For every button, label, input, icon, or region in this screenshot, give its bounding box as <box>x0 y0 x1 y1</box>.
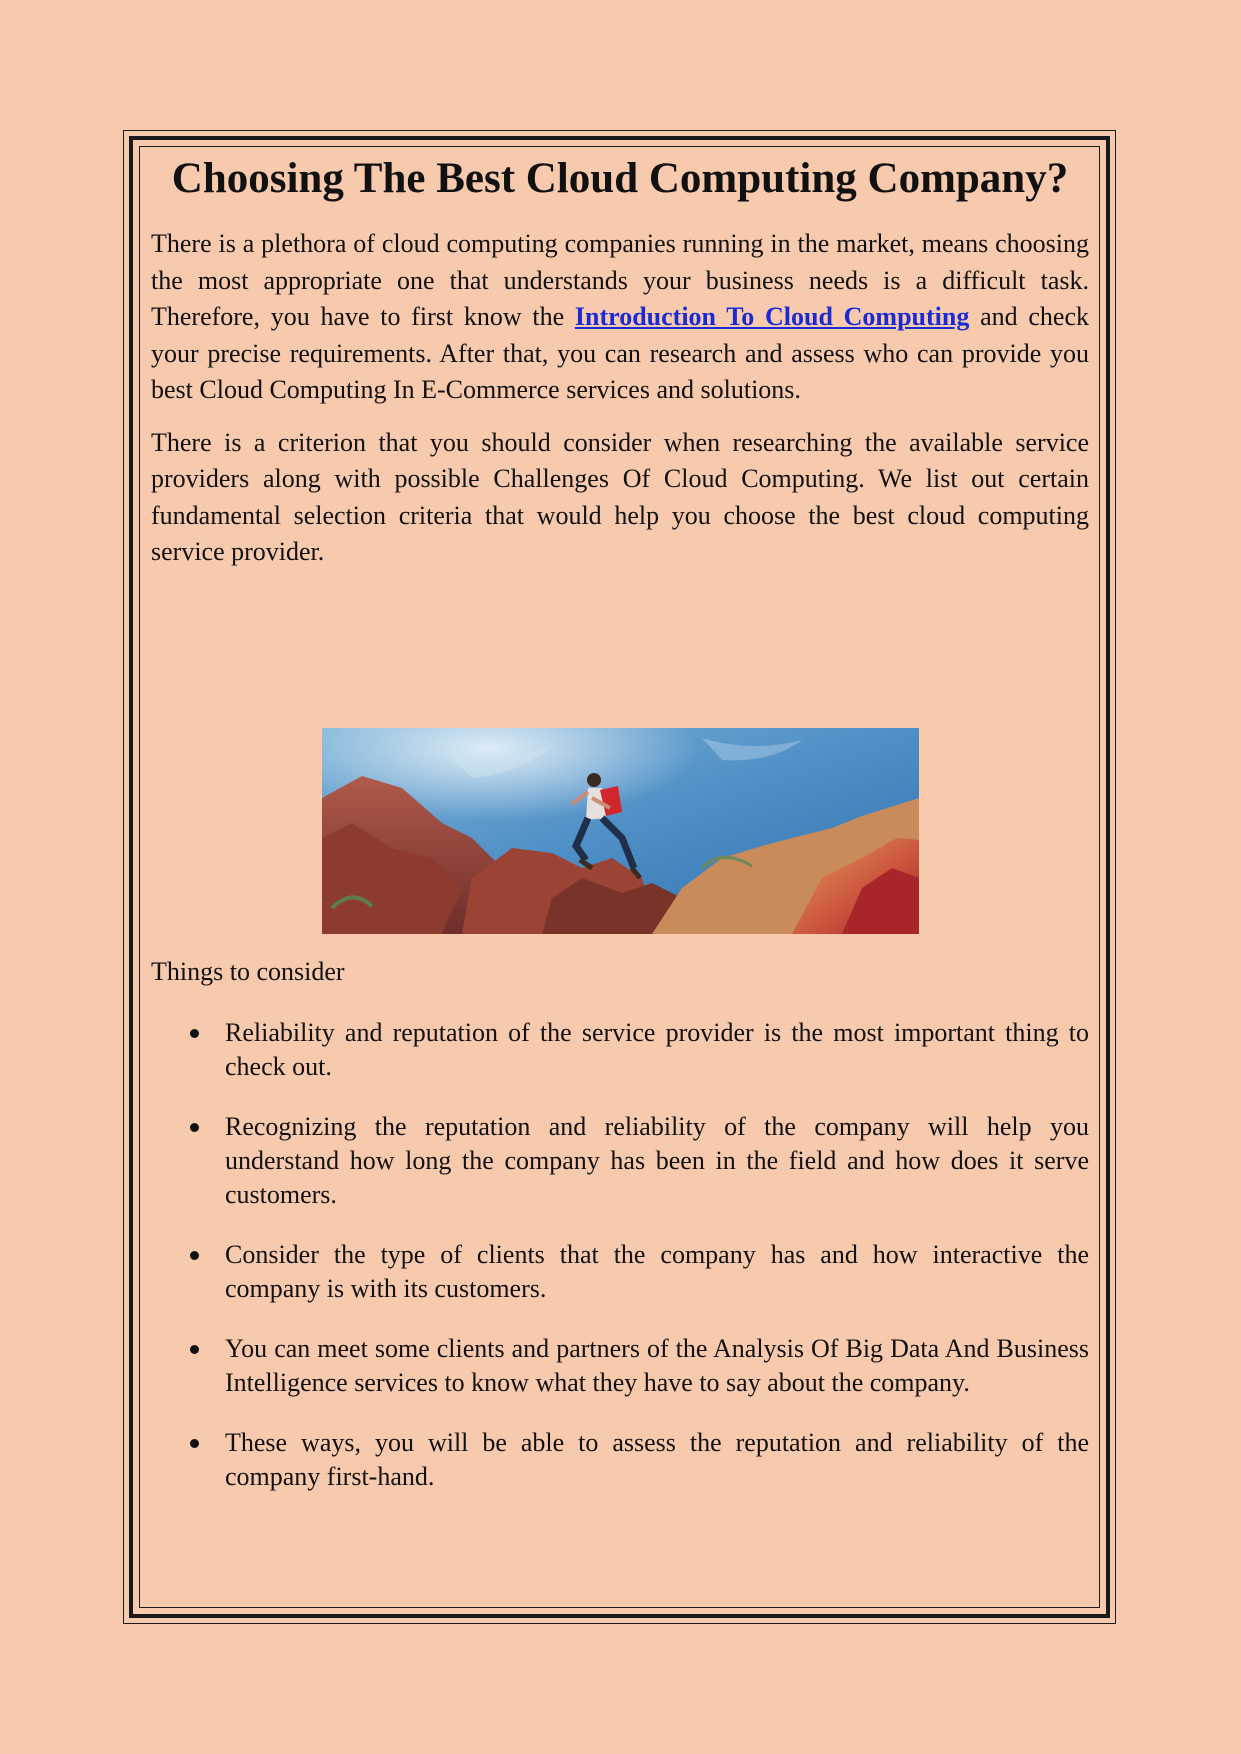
introduction-to-cloud-computing-link[interactable]: Introduction To Cloud Computing <box>574 302 970 331</box>
list-item <box>151 1238 1089 1306</box>
bullet-icon <box>190 1345 199 1354</box>
list-item-text: Reliability and reputation of the service provider is the most important thing to check out. <box>225 1018 1089 1081</box>
list-item <box>151 1016 1089 1084</box>
list-item <box>151 1332 1089 1400</box>
list-item-text: These ways, you will be able to assess the reputation and reliability of the company first-hand. <box>225 1428 1089 1491</box>
list-item <box>151 1426 1089 1494</box>
list-item <box>151 1110 1089 1212</box>
consider-list <box>151 1016 1089 1520</box>
bullet-icon <box>190 1029 199 1038</box>
list-item-text: You can meet some clients and partners of the Analysis Of Big Data And Business Intelligence services to know what they have to say about the company. <box>225 1334 1089 1397</box>
bullet-icon <box>190 1439 199 1448</box>
document-body <box>151 150 1089 571</box>
list-item-text: Recognizing the reputation and reliability of the company will help you understand how long the company has been in the field and how does it serve customers. <box>225 1112 1089 1209</box>
bullet-icon <box>190 1251 199 1260</box>
intro-text-end: and check your precise requirements. After that, you can research and assess who can provide you best Cloud Computing In E-Commerce services and solutions. <box>151 302 1089 404</box>
intro-paragraph <box>151 226 1089 409</box>
intro-text-start: There is a plethora of cloud computing companies running in the market, means choosing the most appropriate one that understands your business needs is a difficult task. Therefore, you have to first know the <box>151 229 1089 331</box>
list-item-text: Consider the type of clients that the company has and how interactive the company is with its customers. <box>225 1240 1089 1303</box>
things-to-consider-heading: Things to consider <box>151 957 345 986</box>
hero-image-hiker-jumping <box>322 728 919 934</box>
bullet-icon <box>190 1123 199 1132</box>
document-title: Choosing The Best Cloud Computing Company? <box>171 155 1069 202</box>
criteria-paragraph: There is a criterion that you should consider when researching the available service providers along with possible Challenges Of Cloud Computing. We list out certain fundamental selection criteria that would help you choose the best cloud computing service provider. <box>151 427 1089 566</box>
